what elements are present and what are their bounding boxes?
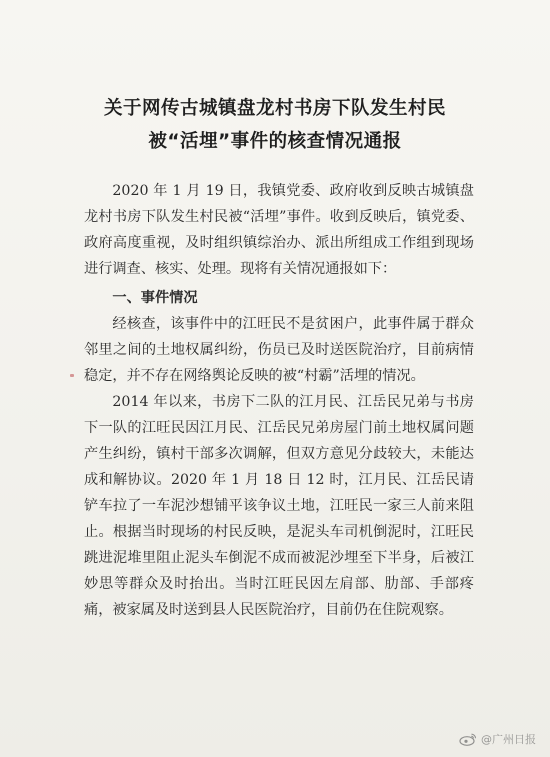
section-heading: 一、事件情况 — [112, 290, 198, 306]
watermark-text: @广州日报 — [481, 733, 536, 746]
weibo-logo-icon — [459, 732, 477, 746]
weibo-watermark — [459, 731, 536, 747]
body-paragraph: 2014 年以来，书房下二队的江月民、江岳民兄弟与书房下一队的江旺民因江月民、江岳民兄弟房屋门前土地权属问题产生纠纷，镇村干部多次调解，但双方意见分歧较大，未能达成和解协议。2020 年 1 月 18 日 12 时，江月民、江岳民请铲车拉了一车泥沙想铺平该争议土地，江旺民一家三人前来阻止。根据当时现场的村民反映，是泥头车司机倒泥时，江旺民跳进泥堆里阻止泥头车倒泥不成而被泥沙埋至下半身，后被江妙思等群众及时抬出。当时江旺民因左肩部、肋部、手部疼痛，被家属及时送到县人民医院治疗，目前仍在住院观察。 — [84, 394, 474, 618]
body-paragraph: 经核查，该事件中的江旺民不是贫困户，此事件属于群众邻里之间的土地权属纠纷，伤员已及时送医院治疗，目前病情稳定，并不存在网络舆论反映的被“村霸”活埋的情况。 — [84, 316, 474, 384]
document-title-line-1: 关于网传古城镇盘龙村书房下队发生村民 — [103, 98, 446, 119]
ink-speck — [70, 374, 74, 377]
document-body — [84, 178, 474, 623]
document-title-line-2: 被“活埋”事件的核查情况通报 — [148, 131, 402, 152]
intro-paragraph: 2020 年 1 月 19 日，我镇党委、政府收到反映古城镇盘龙村书房下队发生村民被“活埋”事件。收到反映后，镇党委、政府高度重视，及时组织镇综治办、派出所组成工作组到现场进行调查、核实、处理。现将有关情况通报如下： — [84, 183, 474, 277]
